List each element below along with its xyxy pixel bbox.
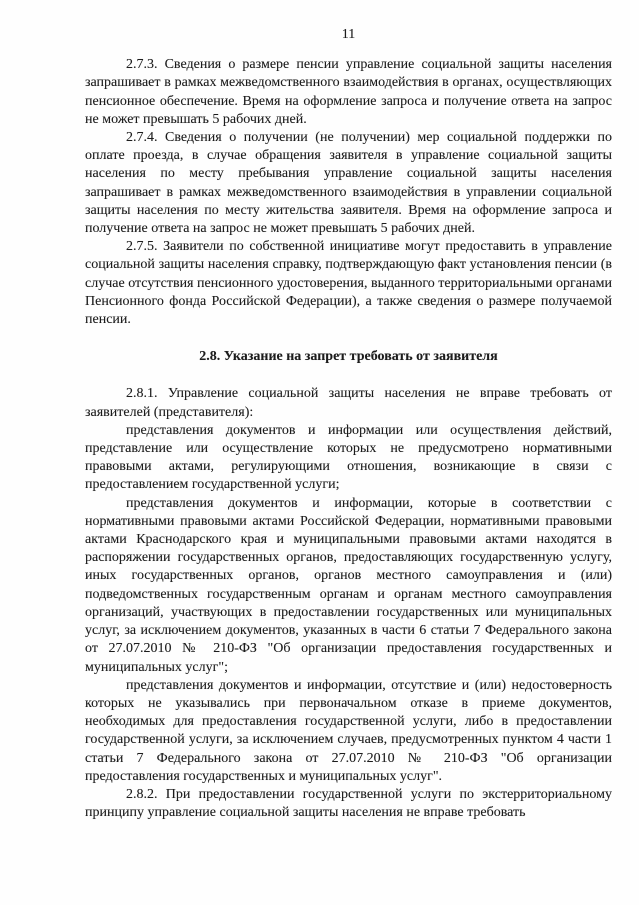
section-heading-2-8: 2.8. Указание на запрет требовать от заявителя [199, 349, 498, 365]
paragraph-2-7-4: 2.7.4. Сведения о получении (не получении) мер социальной поддержки по оплате проезда, в случае обращения заявителя в управление социальной защиты населения по месту пребывания управление социальной защиты населения запрашивает в рамках межведомственного взаимодействия в управлении социальной защиты населения по месту жительства заявителя. Время на оформление запроса и получение ответа на запрос не может превышать 5 рабочих дней. [85, 130, 612, 237]
paragraph-2-8-1-item-c: представления документов и информации, отсутствие и (или) недостоверность которых не указывались при первоначальном отказе в приеме документов, необходимых для предоставления государственной услуги, либо в предоставлении государственной услуги, за исключением случаев, предусмотренных пунктом 4 части 1 статьи 7 Федерального закона от 27.07.2010 № 210-ФЗ "Об организации предоставления государственных и муниципальных услуг". [85, 677, 612, 784]
paragraph-2-8-2: 2.8.2. При предоставлении государственной услуги по экстерриториальному принципу управление социальной защиты населения не вправе требовать [85, 786, 612, 821]
paragraph-2-8-1-item-a: представления документов и информации или осуществления действий, представление или осуществление которых не предусмотрено нормативными правовыми актами, регулирующими отношения, возникающие в связи с предоставлением государственной услуги; [85, 422, 612, 493]
paragraph-2-7-3: 2.7.3. Сведения о размере пенсии управление социальной защиты населения запрашивает в рамках межведомственного взаимодействия в органах, осуществляющих пенсионное обеспечение. Время на оформление запроса и получение ответа на запрос не может превышать 5 рабочих дней. [85, 57, 612, 127]
page-number: 11 [341, 27, 356, 42]
paragraph-2-8-1-item-b: представления документов и информации, которые в соответствии с нормативными правовыми актами Российской Федерации, нормативными правовыми актами Краснодарского края и муниципальными правовыми актами находятся в распоряжении государственных органов, предоставляющих государственную услугу, иных государственных органов, органов местного самоуправления и (или) подведомственных государственным органам и органам местного самоуправления организаций, участвующих в предоставлении государственных или муниципальных услуг, за исключением документов, указанных в части 6 статьи 7 Федерального закона от 27.07.2010 № 210-ФЗ "Об организации предоставления государственных и муниципальных услуг"; [85, 495, 612, 675]
paragraph-2-8-1: 2.8.1. Управление социальной защиты населения не вправе требовать от заявителей (представителя): [85, 386, 612, 420]
paragraph-2-7-5: 2.7.5. Заявители по собственной инициативе могут предоставить в управление социальной защиты населения справку, подтверждающую факт установления пенсии (в случае отсутствия пенсионного удостоверения, выданного территориальными органами Пенсионного фонда Российской Федерации), а также сведения о размере получаемой пенсии. [85, 239, 612, 328]
